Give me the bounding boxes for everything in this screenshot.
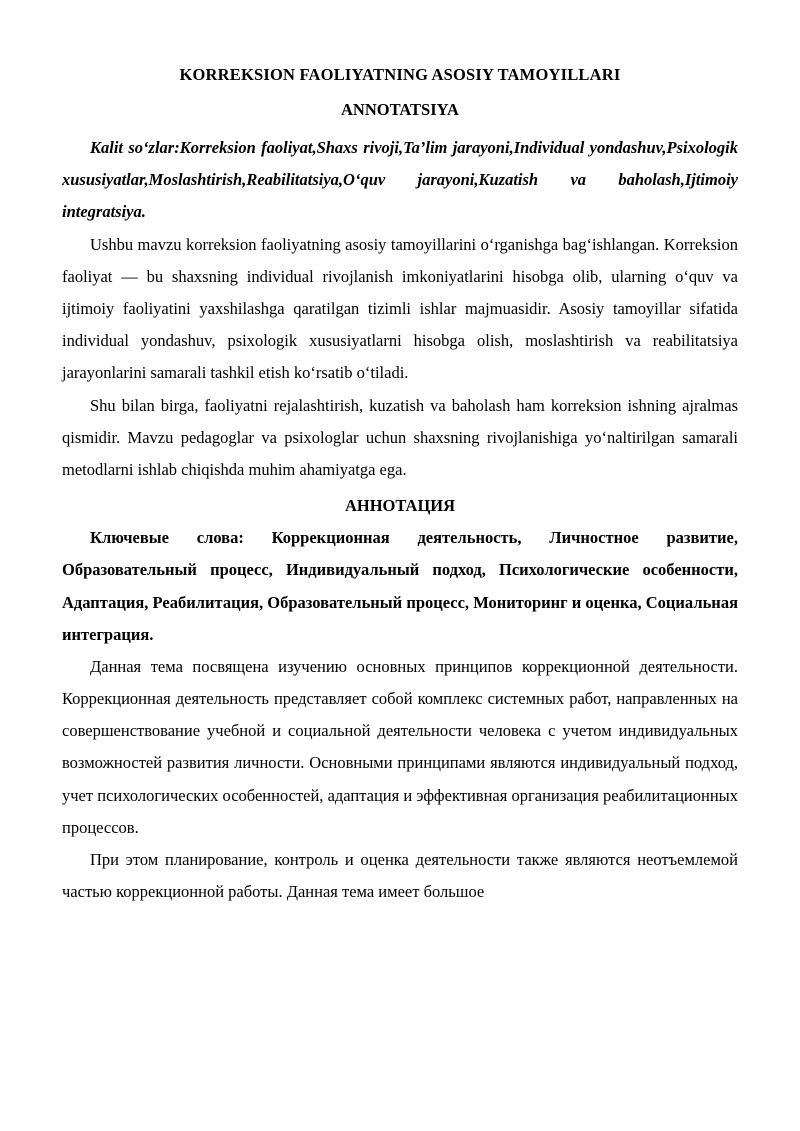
paragraph-uzbek-2: Shu bilan birga, faoliyatni rejalashtirish, kuzatish va baholash ham korreksion ishning ajralmas qismidir. Mavzu pedagoglar va psixologlar uchun shaxsning rivojlanishiga yo‘naltirilgan samarali metodlarni ishlab chiqishda muhim ahamiyatga ega. xyxy=(62,395,738,479)
paragraph-uzbek-1: Ushbu mavzu korreksion faoliyatning asosiy tamoyillarini o‘rganishga bag‘ishlangan. Korreksion faoliyat — bu shaxsning individual rivojlanish imkoniyatlarini hisobga olib, ularning o‘quv va ijtimoiy faoliyatini yaxshilashga qaratilgan tizimli ishlar majmuasidir. Asosiy tamoyillar sifatida individual yondashuv, psixologik xususiyatlarni hisobga olish, moslashtirish va reabilitatsiya jarayonlarini samarali tashkil etish ko‘rsatib o‘tiladi. xyxy=(62,234,738,383)
page-title: KORREKSION FAOLIYATNING ASOSIY TAMOYILLARI xyxy=(179,65,621,84)
paragraph-russian-2: При этом планирование, контроль и оценка деятельности также являются неотъемлемой частью коррекционной работы. Данная тема имеет большое xyxy=(62,849,738,902)
keywords-uzbek: Kalit so‘zlar:Korreksion faoliyat,Shaxs rivoji,Ta’lim jarayoni,Individual yondashuv,Psixologik xususiyatlar,Moslashtirish,Reabilitatsiya,O‘quv jarayoni,Kuzatish va baholash,Ijtimoiy integratsiya. xyxy=(62,138,738,222)
annotation-heading-uz: ANNOTATSIYA xyxy=(341,99,459,119)
keywords-russian: Ключевые слова: Коррекционная деятельность, Личностное развитие, Образовательный процесс, Индивидуальный подход, Психологические особенности, Адаптация, Реабилитация, Образовательный процесс, Мониторинг и оценка, Социальная интеграция. xyxy=(62,528,738,644)
annotation-heading-ru: АННОТАЦИЯ xyxy=(344,496,456,516)
paragraph-russian-1: Данная тема посвящена изучению основных принципов коррекционной деятельности. Коррекционная деятельность представляет собой комплекс системных работ, направленных на совершенствование учебной и социальной деятельности человека с учетом индивидуальных возможностей развития личности. Основными принципами являются индивидуальный подход, учет психологических особенностей, адаптация и эффективная организация реабилитационных процессов. xyxy=(62,656,738,837)
